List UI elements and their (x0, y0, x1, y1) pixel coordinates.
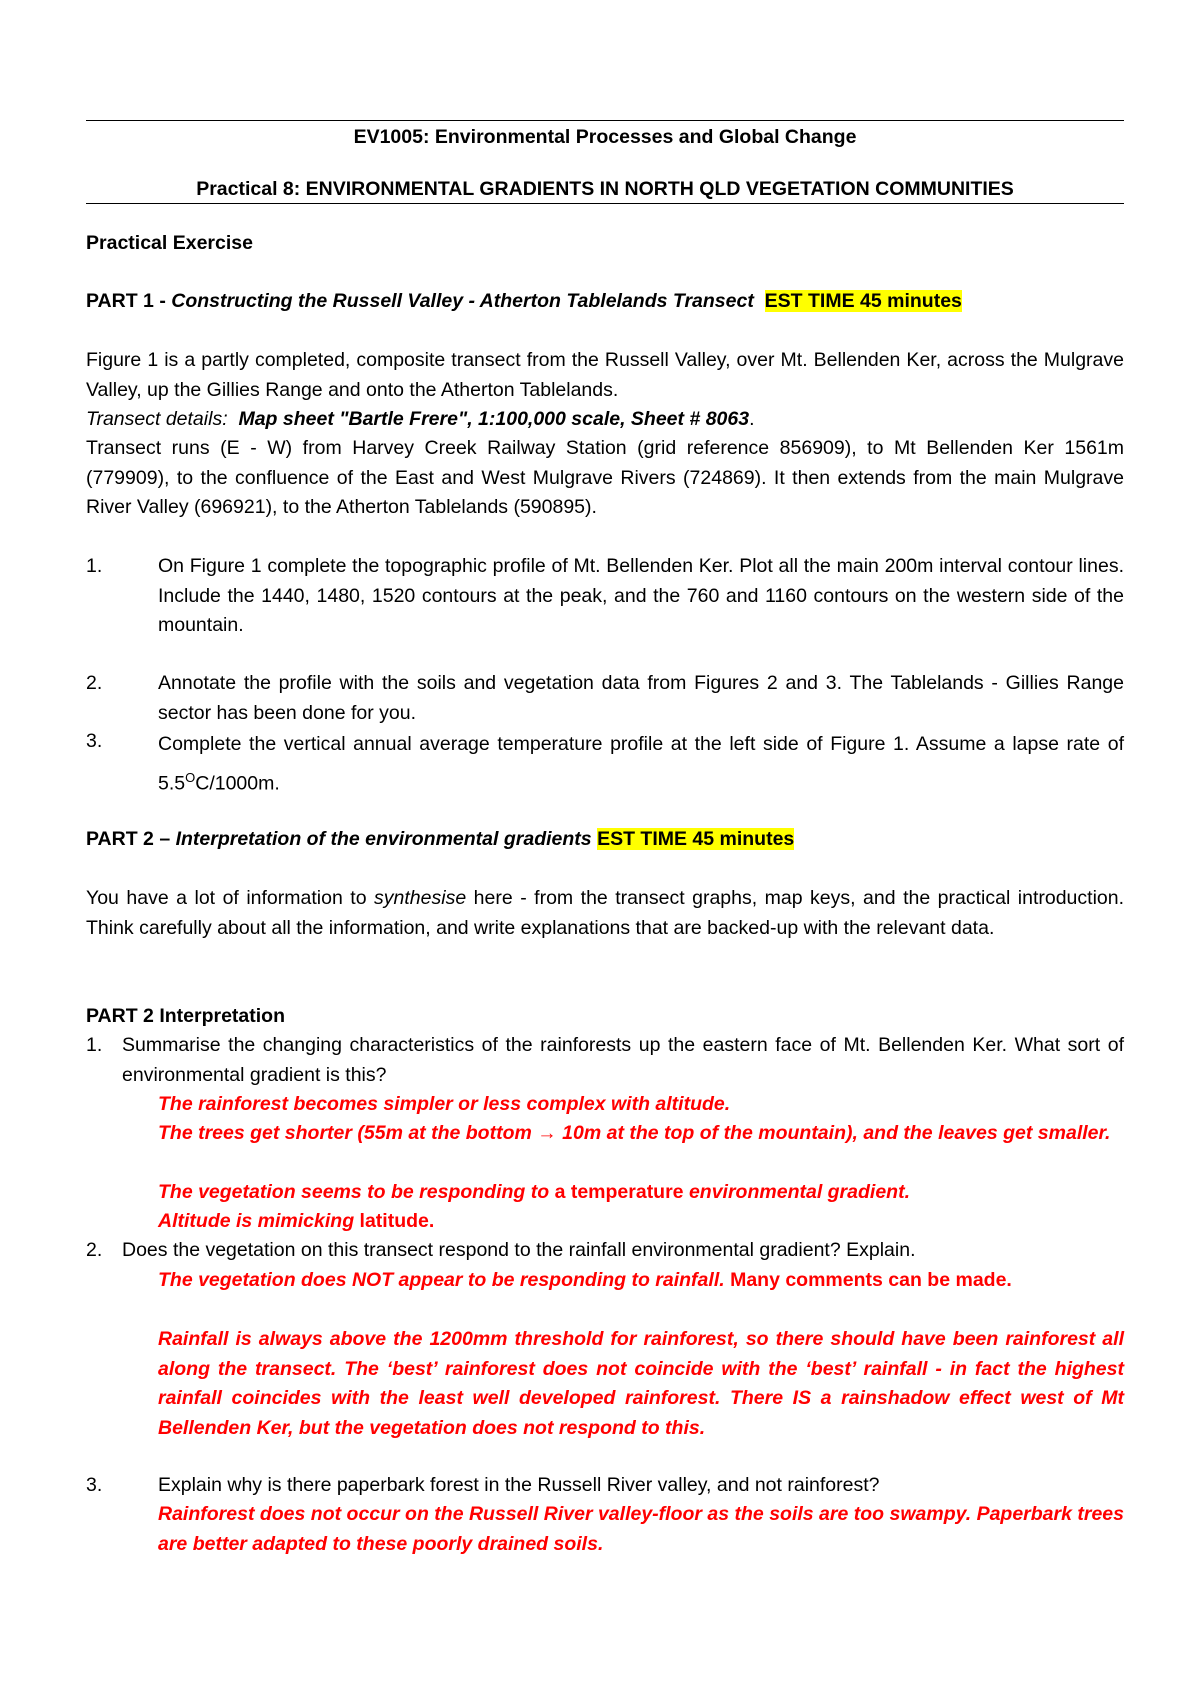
part2-title: Interpretation of the environmental gradients (175, 828, 592, 850)
part1-title: Constructing the Russell Valley - Atherton Tablelands Transect (171, 290, 754, 312)
question-text: Does the vegetation on this transect respond to the rainfall environmental gradient? Explain. (122, 1239, 916, 1261)
details-end: . (749, 408, 755, 430)
degree-sup: O (185, 770, 196, 785)
answer-line (158, 1266, 1124, 1296)
transect-runs: Transect runs (E - W) from Harvey Creek Railway Station (grid reference 856909), to Mt Bellenden Ker 1561m (779909), to the confluence of the East and West Mulgrave Rivers (724869). It then extends from the main Mulgrave River Valley (696921), to the Atherton Tablelands (590895). (86, 437, 1124, 518)
course-title: EV1005: Environmental Processes and Global Change (353, 126, 857, 148)
part1-intro: Figure 1 is a partly completed, composite transect from the Russell Valley, over Mt. Bellenden Ker, across the Mulgrave Valley, up the Gillies Range and onto the Atherton Tablelands. (86, 349, 1124, 401)
part2-label: PART 2 – (86, 828, 176, 850)
part2-heading (86, 825, 1124, 855)
item-text: Annotate the profile with the soils and vegetation data from Figures 2 and 3. The Tablelands - Gillies Range sector has been done for you. (158, 672, 1124, 724)
bottom-rule (86, 203, 1124, 204)
part1-heading (86, 287, 1124, 317)
question-text: Explain why is there paperbark forest in the Russell River valley, and not rainforest? (158, 1474, 880, 1496)
intro-b: here - from the transect graphs, map keys, and the practical introduction. Think carefully about all the information, and write explanations that are backed-up with the relevant data. (86, 887, 1125, 939)
item-number: 1. (86, 555, 103, 577)
answer-line: Rainforest does not occur on the Russell River valley-floor as the soils are too swampy. Paperbark trees are better adapted to these poorly drained soils. (158, 1503, 1124, 1555)
item-number: 2. (86, 672, 103, 694)
top-rule (86, 120, 1124, 121)
answer-line (158, 1178, 1124, 1208)
intro-em: synthesise (374, 887, 467, 909)
answer-line: The rainforest becomes simpler or less complex with altitude. (158, 1093, 731, 1115)
interp-heading: PART 2 Interpretation (86, 1005, 285, 1027)
part2-time: EST TIME 45 minutes (597, 828, 795, 850)
intro-a: You have a lot of information to (86, 887, 375, 909)
answer-italic: environmental gradient. (683, 1181, 910, 1203)
section-title: Practical Exercise (86, 232, 253, 254)
answer-italic: The vegetation seems to be responding to (158, 1181, 555, 1203)
answer-line (158, 1207, 1124, 1237)
question-text: Summarise the changing characteristics of the rainforests up the eastern face of Mt. Bellenden Ker. What sort of environmental gradient is this? (122, 1034, 1124, 1086)
answer-bold: Many comments can be made. (724, 1269, 1012, 1291)
transect-details (86, 405, 1124, 435)
question-number: 2. (86, 1239, 103, 1261)
details-value: Map sheet "Bartle Frere", 1:100,000 scale, Sheet # 8063 (238, 408, 750, 430)
item-number: 3. (86, 730, 103, 752)
answer-italic: The vegetation does NOT appear to be responding to rainfall. (158, 1269, 725, 1291)
answer-line: Rainfall is always above the 1200mm threshold for rainforest, so there should have been rainforest all along the transect. The ‘best’ rainforest does not coincide with the ‘best’ rainfall - in fact the highest rainfall coincides with the least well developed rainforest. There IS a rainshadow effect west of Mt Bellenden Ker, but the vegetation does not respond to this. (158, 1328, 1124, 1439)
part1-label: PART 1 - (86, 290, 172, 312)
item-text (158, 727, 1124, 801)
details-label: Transect details: (86, 408, 228, 430)
part1-time: EST TIME 45 minutes (764, 290, 962, 312)
answer-italic: Altitude is mimicking (158, 1210, 355, 1232)
question-number: 1. (86, 1034, 103, 1056)
question-number: 3. (86, 1474, 103, 1496)
answer-line: The trees get shorter (55m at the bottom → 10m at the top of the mountain), and the leaves get smaller. (158, 1122, 1111, 1144)
answer-bold: latitude. (354, 1210, 435, 1232)
item-text-b: C/1000m. (195, 772, 280, 795)
item-text: On Figure 1 complete the topographic profile of Mt. Bellenden Ker. Plot all the main 200m interval contour lines. Include the 1440, 1480, 1520 contours at the peak, and the 760 and 1160 contours on the western side of the mountain. (158, 555, 1124, 636)
answer-bold: a temperature (554, 1181, 684, 1203)
practical-title: Practical 8: ENVIRONMENTAL GRADIENTS IN NORTH QLD VEGETATION COMMUNITIES (196, 178, 1014, 200)
part2-intro (86, 884, 1124, 943)
item-text-a: Complete the vertical annual average temperature profile at the left side of Figure 1. Assume a lapse rate of 5.5 (158, 733, 1124, 795)
